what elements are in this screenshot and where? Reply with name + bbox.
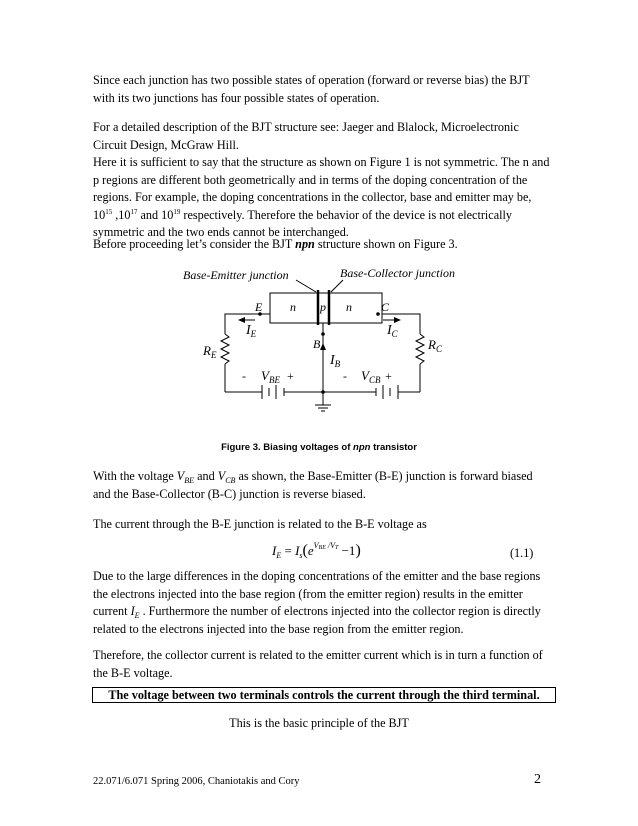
bc-label-pointer xyxy=(331,280,343,292)
equation-number: (1.1) xyxy=(510,546,534,560)
vcb-minus-sign: - xyxy=(343,369,347,383)
caption-text-c: transistor xyxy=(370,442,417,453)
paragraph-bias-voltages xyxy=(93,468,553,503)
collector-resistor xyxy=(416,334,424,364)
doping-exponent-3: 19 xyxy=(173,207,181,216)
base-label: B xyxy=(313,337,321,351)
paragraph-collector-current: Therefore, the collector current is related to the emitter current which is in turn a function of the B-E voltage. xyxy=(93,648,543,680)
doping-text-c: and 10 xyxy=(137,207,174,222)
ib-arrow-head xyxy=(320,343,326,350)
before-text-c: structure shown on Figure 3. xyxy=(314,237,458,251)
bias-text-c: as shown, the Base-Emitter (B-E) junction is forward biased and the Base-Collector (B-C) junction is reverse biased. xyxy=(93,469,533,501)
ic-arrow-head xyxy=(394,317,401,323)
doping-text-b: ,10 xyxy=(112,207,131,222)
footer-citation: 22.071/6.071 Spring 2006, Chaniotakis and Cory xyxy=(93,776,300,787)
ie-arrow-head xyxy=(238,317,245,323)
page-number: 2 xyxy=(534,772,541,787)
vbe-symbol: $V_{BE}$ xyxy=(176,469,195,485)
paragraph-junction-states: Since each junction has two possible states of operation (forward or reverse bias) the BJT with its two junctions has four possible states of operation. xyxy=(93,73,530,105)
bias-text-b: and xyxy=(194,469,218,483)
emitter-region-n: n xyxy=(290,300,296,314)
base-region-p: p xyxy=(320,300,326,314)
ground-junction-dot xyxy=(321,390,325,394)
ib-label: $I_B$ xyxy=(330,353,341,369)
doping-exponent-1: 15 xyxy=(105,207,113,216)
ie-symbol: $I_E$ xyxy=(130,604,140,621)
vcb-plus-sign: + xyxy=(385,369,392,383)
paragraph-be-current: The current through the B-E junction is related to the B-E voltage as xyxy=(93,517,427,531)
emitter-resistor xyxy=(221,334,229,364)
npn-emphasis: npn xyxy=(295,237,315,251)
figure-caption xyxy=(0,442,638,453)
vbe-label: $V_{BE}$ xyxy=(261,368,280,385)
collector-region-n: n xyxy=(346,300,352,314)
vcb-label: $V_{CB}$ xyxy=(361,368,381,385)
key-principle-box: The voltage between two terminals controls the current through the third terminal. xyxy=(92,687,556,703)
ic-label: $I_C$ xyxy=(387,323,398,339)
vcb-symbol: $V_{CB}$ xyxy=(217,469,236,485)
equation-1-1: $I_E = I_s(e^{V_{BE} /V_T} -1)$ xyxy=(272,541,361,560)
paragraph-reference: For a detailed description of the BJT structure see: Jaeger and Blalock, Microelectronic Circuit Design, McGraw Hill. xyxy=(93,120,519,152)
emitter-label: E xyxy=(255,300,263,314)
basic-principle-text: This is the basic principle of the BJT xyxy=(229,716,409,730)
collector-terminal-dot xyxy=(376,312,380,316)
doping-diff-text-a: Due to the large differences in the doping concentrations of the emitter and the base regions the electrons injected into the base region (from the emitter region) results in the emitter current xyxy=(93,569,541,619)
doping-exponent-2: 17 xyxy=(130,207,138,216)
re-label: $R_E$ xyxy=(203,343,217,360)
vbe-minus-sign: - xyxy=(242,369,246,383)
be-junction-label: Base-Emitter junction xyxy=(183,268,289,282)
paragraph-doping-differences xyxy=(93,568,553,638)
base-terminal-dot xyxy=(321,332,325,336)
doping-text-a: Here it is sufficient to say that the structure as shown on Figure 1 is not symmetric. The n and p regions are different both geometrically and in terms of the doping concentration of the regions. For example, the doping concentrations in the collector, base and emitter may be, 10 xyxy=(93,155,550,222)
vbe-plus-sign: + xyxy=(287,369,294,383)
before-text-a: Before proceeding let’s consider the BJT xyxy=(93,237,296,251)
collector-label: C xyxy=(381,300,390,314)
doping-diff-text-b: . Furthermore the number of electrons injected into the collector region is directly related to the electrons injected into the base region from the emitter region. xyxy=(93,604,541,636)
ie-label: $I_E$ xyxy=(246,323,257,339)
bc-junction-label: Base-Collector junction xyxy=(340,266,455,280)
caption-text-a: Figure 3. Biasing voltages of xyxy=(221,442,354,453)
rc-label: $R_C$ xyxy=(428,337,442,354)
transistor-body xyxy=(270,293,382,323)
caption-npn: npn xyxy=(353,442,371,453)
doping-text-d: respectively. Therefore the behavior of the device is not electrically symmetric and the two ends cannot be interchanged. xyxy=(93,207,512,240)
bias-text-a: With the voltage xyxy=(93,469,177,483)
be-label-pointer xyxy=(296,280,316,292)
